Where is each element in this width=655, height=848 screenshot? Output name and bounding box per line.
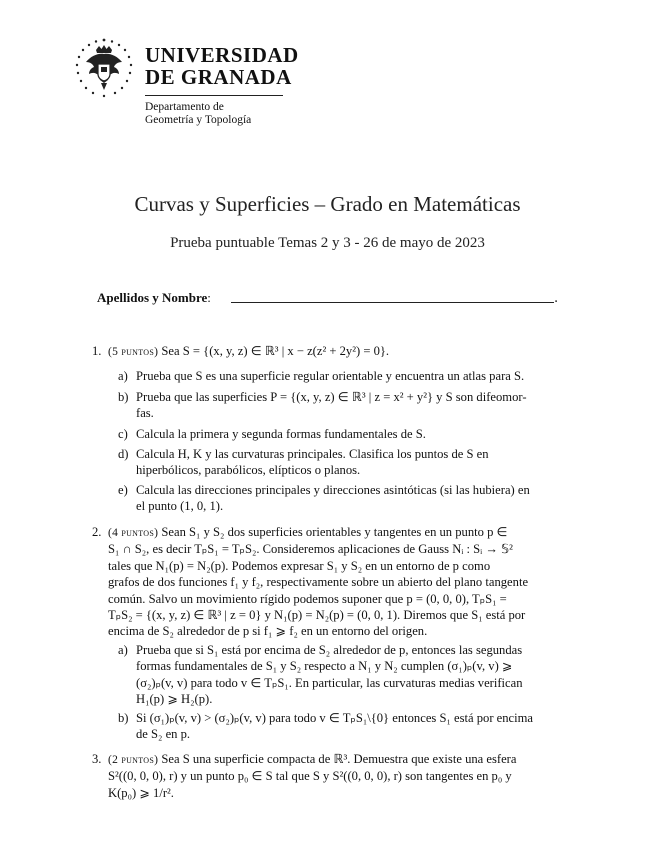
exam-title: Curvas y Superficies – Grado en Matemáticas [134,192,521,216]
name-label: Apellidos y Nombre [97,290,208,305]
university-crest-icon [72,36,136,100]
q1-part-d-line2: hiperbólicos, parabólicos, elípticos o planos. [136,463,361,478]
q2-part-b-line2: de S₂ en p. [136,727,191,742]
q2-part-a-line1: Prueba que si S₁ está por encima de S₂ alrededor de p, entonces las segundas [136,643,523,657]
q1-part-e-line1: Calcula las direcciones principales y direcciones asintóticas (si las hubiera) en [136,483,530,497]
question-2-statement [108,524,568,640]
name-field-end: . [554,291,559,306]
q1-part-d-label: d) [118,447,129,461]
question-3-line3: K(p₀) ⩾ 1/r². [108,785,174,800]
q2-part-a-line3: (σ₂)ₚ(v, v) para todo v ∈ TₚS₁. En particular, las curvaturas medias verifican [136,675,523,690]
q2-part-a-label: a) [118,643,128,657]
q1-part-a-text: Prueba que S es una superficie regular orientable y encuentra un atlas para S. [136,369,525,383]
q1-part-e-label: e) [118,483,128,497]
question-1-points: (5 puntos) [108,346,159,358]
question-3-points: (2 puntos) [108,754,159,766]
q1-part-b-text [136,389,568,422]
university-name-line2: DE GRANADA [145,65,292,89]
question-3-line1 [108,751,568,768]
q1-part-b-line1: Prueba que las superficies P = {(x, y, z) ∈ ℝ³ | z = x² + y²} y S son difeomor- [136,390,527,404]
question-1-number: 1. [92,344,102,358]
question-2-line2: S₁ ∩ S₂, es decir TₚS₁ = TₚS₂. Consideremos aplicaciones de Gauss Nᵢ : Sᵢ → 𝕊² [108,542,513,557]
question-1-statement [108,343,568,360]
name-colon: : [207,290,211,305]
department-line1: Departamento de [145,101,224,113]
question-2-line7: encima de S₂ alrededor de p si f₁ ⩾ f₂ en un entorno del origen. [108,624,428,639]
question-2-number: 2. [92,525,102,539]
header-divider [145,95,283,96]
q1-part-e-line2: el punto (1, 0, 1). [136,499,224,514]
exam-subtitle: Prueba puntuable Temas 2 y 3 - 26 de mayo de 2023 [170,235,485,251]
q2-part-a-text [136,642,568,708]
question-2-line6: TₚS₂ = {(x, y, z) ∈ ℝ³ | z = 0} y N₁(p) = N₂(p) = (0, 0, 1). Diremos que S₁ está por [108,608,526,623]
q2-part-a-line4: H₁(p) ⩾ H₂(p). [136,692,213,707]
question-2-line4: grafos de dos funciones f₁ y f₂, respectivamente sobre un abierto del plano tangente [108,575,529,590]
university-name-line1: UNIVERSIDAD [145,43,299,67]
question-1-text: Sea S = {(x, y, z) ∈ ℝ³ | x − z(z² + 2y²) = 0}. [161,344,390,358]
q1-part-e-text [136,482,568,515]
q1-part-d-line1: Calcula H, K y las curvaturas principales. Clasifica los puntos de S en [136,447,489,461]
question-2-points: (4 puntos) [108,527,159,539]
q2-part-b-label: b) [118,711,129,725]
question-3-number: 3. [92,752,102,766]
q1-part-d-text [136,446,568,479]
q1-part-a-label: a) [118,369,128,383]
name-field-line[interactable] [231,302,554,303]
department-line2: Geometría y Topología [145,114,252,126]
q1-part-b-line2: fas. [136,406,154,421]
q2-part-a-line2: formas fundamentales de S₁ y S₂ respecto a N₁ y N₂ cumplen (σ₁)ₚ(v, v) ⩾ [136,659,513,674]
department [145,101,251,127]
question-3-line2: S²((0, 0, 0), r) y un punto p₀ ∈ S tal que S y S²((0, 0, 0), r) son tangentes en p₀ y [108,769,512,784]
q1-part-c-label: c) [118,427,128,441]
question-3-statement [108,751,568,801]
q2-part-b-line1: Si (σ₁)ₚ(v, v) > (σ₂)ₚ(v, v) para todo v ∈ TₚS₁\{0} entonces S₁ está por encima [136,711,534,725]
question-2-line1-text: Sean S₁ y S₂ dos superficies orientables y tangentes en un punto p ∈ [161,525,508,539]
name-field-label [97,290,211,306]
question-2-line3: tales que N₁(p) = N₂(p). Podemos expresar S₁ y S₂ en un entorno de p como [108,558,491,573]
q2-part-b-text [136,710,568,743]
q1-part-b-label: b) [118,390,129,404]
question-2-line5: común. Salvo un movimiento rígido podemos suponer que p = (0, 0, 0), TₚS₁ = [108,591,507,606]
question-2-line1 [108,524,568,541]
university-name [145,44,299,88]
q1-part-c-text: Calcula la primera y segunda formas fundamentales de S. [136,427,426,441]
question-3-line1-text: Sea S una superficie compacta de ℝ³. Demuestra que existe una esfera [161,752,517,766]
